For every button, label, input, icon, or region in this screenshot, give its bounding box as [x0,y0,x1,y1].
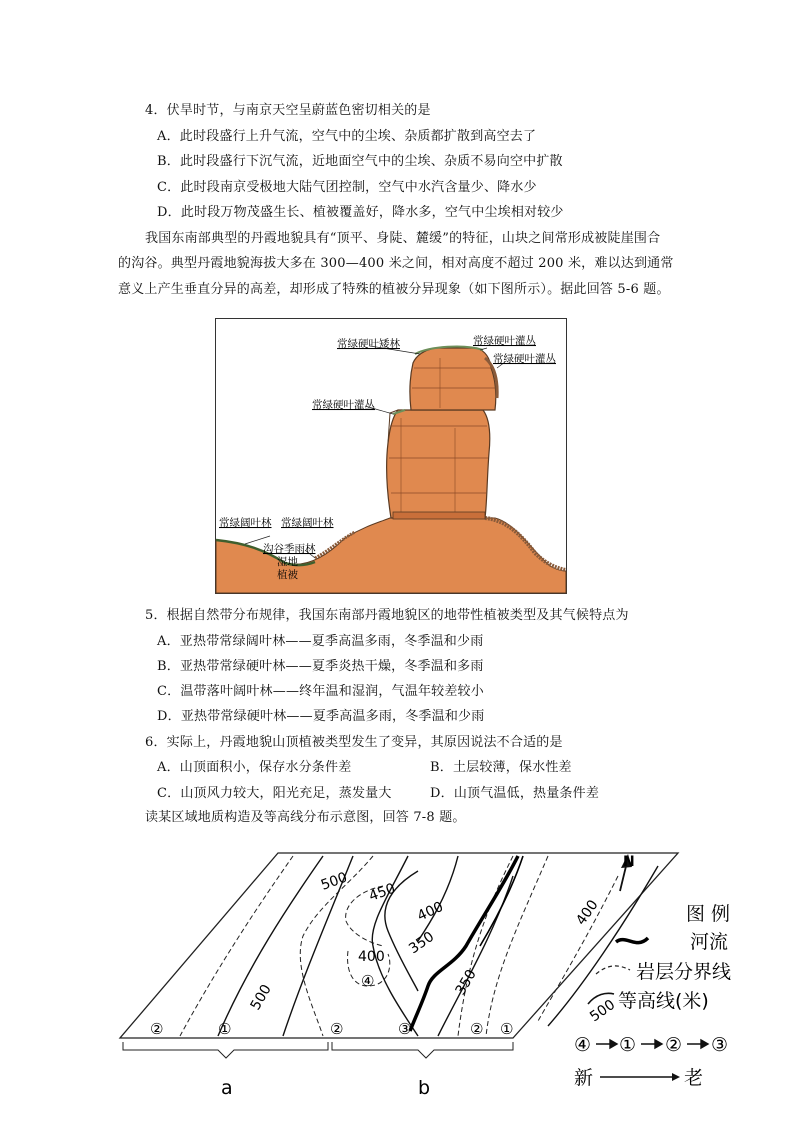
q4-option-c: C．此时段南京受极地大陆气团控制，空气中水汽含量少、降水少 [157,180,537,195]
circled-2-right: ② [470,1020,484,1038]
label-top-left: 常绿硬叶矮林 [337,338,400,350]
label-bottom-left-1: 常绿阔叶林 [219,517,272,529]
legend-title: 图 例 [686,903,731,925]
circled-3: ③ [398,1020,412,1038]
label-bottom-left-2: 常绿阔叶林 [281,517,334,529]
contour-400-center: 400 [414,898,446,925]
label-valley: 沟谷季雨林 [263,543,316,555]
bracket-b-label: b [418,1077,431,1099]
q4-option-d: D．此时段万物茂盛生长、植被覆盖好，降水多，空气中尘埃相对较少 [157,205,564,220]
q5-option-a: A．亚热带常绿阔叶林——夏季高温多雨，冬季温和少雨 [157,634,484,649]
legend-contour-number: 500 [587,996,619,1026]
passage-line-3: 意义上产生垂直分异的高差，却形成了特殊的植被分异现象（如下图所示）。据此回答 5-6 题。 [118,282,670,297]
seq-2: ② [665,1034,683,1056]
bracket-a-label: a [221,1077,233,1099]
north-label: N [623,854,635,870]
legend-boundary-symbol [596,966,630,974]
label-wetland-2: 植被 [277,569,298,581]
q4-stem: 4．伏旱时节，与南京天空呈蔚蓝色密切相关的是 [145,103,431,118]
q5-stem: 5．根据自然带分布规律，我国东南部丹霞地貌区的地带性植被类型及其气候特点为 [145,608,629,623]
label-mid: 常绿硬叶灌丛 [312,399,375,411]
contour-350-center: 350 [406,928,438,958]
q5-option-b: B．亚热带常绿硬叶林——夏季炎热干燥，冬季温和多雨 [157,659,484,674]
circled-1-left: ① [218,1020,232,1038]
contour-400-right: 400 [573,897,602,929]
geology-contour-map [118,846,788,1108]
passage-line-2: 的沟谷。典型丹霞地貌海拔大多在 300—400 米之间，相对高度不超过 200 米，难以达到通常 [118,256,674,271]
contour-450: 450 [366,880,398,905]
label-top-right-2: 常绿硬叶灌丛 [493,353,556,365]
q6-option-b: B．土层较薄，保水性差 [430,760,572,775]
legend-river-symbol [616,938,648,943]
q5-option-c: C．温带落叶阔叶林——终年温和湿润，气温年较差较小 [157,684,484,699]
passage-line-1: 我国东南部典型的丹霞地貌具有“顶平、身陡、麓缓”的特征，山块之间常形成被陡崖围合 [145,231,661,246]
contour-500-left: 500 [247,981,275,1013]
seq-3: ③ [711,1034,729,1056]
q6-option-d: D．山顶气温低，热量条件差 [430,786,600,801]
q6-option-a: A．山顶面积小，保存水分条件差 [157,760,352,775]
circled-4: ④ [361,972,375,990]
contour-500-top: 500 [318,869,350,894]
legend-contour: 等高线(米) [618,990,709,1012]
legend-new: 新 [574,1067,594,1089]
legend-old: 老 [684,1067,704,1089]
q4-option-a: A．此时段盛行上升气流，空气中的尘埃、杂质都扩散到高空去了 [157,129,537,144]
contour-350-right: 350 [452,966,480,998]
legend-river: 河流 [690,931,729,953]
label-wetland-1: 湿地 [277,556,298,568]
q4-option-b: B．此时段盛行下沉气流，近地面空气中的尘埃、杂质不易向空中扩散 [157,154,563,169]
q6-option-c: C．山顶风力较大，阳光充足，蒸发量大 [157,786,392,801]
circled-2-left: ② [150,1020,164,1038]
intro-7-8: 读某区域地质构造及等高线分布示意图，回答 7-8 题。 [145,810,466,825]
danxia-vegetation-figure [215,318,567,594]
q5-option-d: D．亚热带常绿硬叶林——夏季高温多雨，冬季温和少雨 [157,709,485,724]
contour-400-ring: 400 [358,949,385,965]
q6-stem: 6．实际上，丹霞地貌山顶植被类型发生了变异，其原因说法不合适的是 [145,735,563,750]
legend-boundary: 岩层分界线 [636,961,732,983]
seq-4: ④ [574,1034,592,1056]
label-top-right-1: 常绿硬叶灌丛 [473,335,536,347]
seq-1: ① [619,1034,637,1056]
circled-2-center: ② [330,1020,344,1038]
circled-1-right: ① [500,1020,514,1038]
